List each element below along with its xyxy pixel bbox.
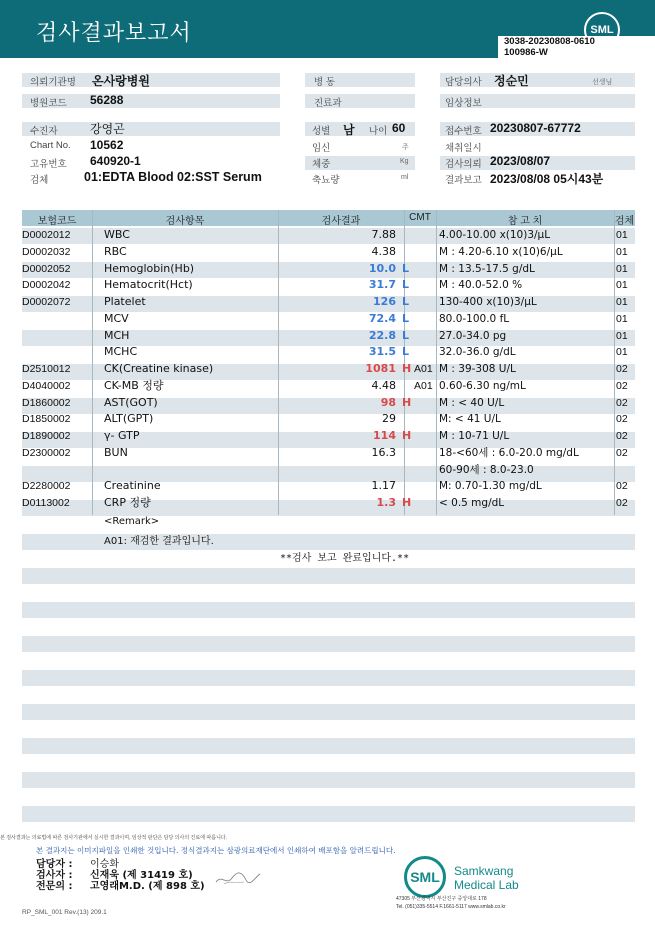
specimen-code: 01 [616, 262, 628, 275]
staff-value: 고영래M.D. (제 898 호) [90, 881, 205, 892]
department-label: 진료과 [314, 98, 342, 109]
specimen-code: 01 [616, 296, 628, 308]
weight-unit: Kg [400, 158, 409, 165]
test-item-name: Hematocrit(Hct) [104, 278, 193, 292]
footer-legal-note: 본 검사결과는 의료법에 따른 검사기관에서 실시한 결과이며, 임상적 판단은 담당 의사의 진료에 따릅니다. [0, 835, 228, 841]
test-result-value: 98 [380, 395, 396, 409]
result-flag: H [402, 395, 412, 409]
result-flag: L [402, 311, 410, 325]
remark-text: A01: 재검한 결과입니다. [104, 536, 214, 547]
specimen-code: 01 [616, 346, 628, 359]
request-date-label: 검사의뢰 [445, 159, 482, 170]
insurance-code: D1890002 [22, 430, 71, 442]
test-item-name: ALT(GPT) [104, 412, 154, 426]
test-result-value: 10.0 [368, 261, 396, 275]
chart-no-label: Chart No. [30, 140, 71, 151]
table-row-band [22, 670, 635, 686]
specimen-code: 02 [616, 430, 628, 442]
specimen-label: 검체 [30, 175, 49, 186]
reference-range: < 0.5 mg/dL [439, 497, 505, 509]
hospital-code-value: 56288 [90, 93, 124, 107]
institution-label: 의뢰기관명 [30, 77, 76, 88]
specimen-code: 02 [616, 497, 628, 509]
collection-time-label: 채취일시 [445, 143, 482, 154]
request-date-value: 2023/08/07 [490, 154, 551, 168]
test-item-name: γ- GTP [104, 429, 140, 442]
test-item-name: Hemoglobin(Hb) [104, 261, 195, 275]
test-item-name: CK-MB 정량 [104, 378, 164, 392]
test-result-value: 16.3 [371, 445, 396, 459]
ward-label: 병 동 [314, 77, 335, 88]
completion-message: **검사 보고 완료입니다.** [280, 553, 410, 564]
insurance-code: D0002032 [22, 245, 71, 258]
test-item-name: RBC [104, 244, 127, 258]
result-flag: L [402, 328, 410, 342]
reference-range: 4.00-10.00 x(10)3/μL [439, 229, 551, 241]
sex-label: 성별 [312, 126, 331, 137]
column-header-test-item: 검사항목 [165, 216, 205, 227]
insurance-code: D0002012 [22, 229, 71, 241]
result-flag: L [402, 295, 410, 308]
test-item-name: CK(Creatine kinase) [104, 362, 214, 375]
insurance-code: D4040002 [22, 379, 71, 392]
table-row-band [22, 602, 635, 618]
receipt-no-value: 20230807-67772 [490, 121, 581, 135]
reference-range: M : 10-71 U/L [439, 430, 510, 442]
column-divider [436, 210, 437, 515]
cmt-code: A01 [414, 379, 433, 392]
staff-value: 이승화 [90, 859, 119, 870]
signature-icon [214, 866, 262, 888]
clinical-info-label: 임상정보 [445, 98, 482, 109]
insurance-code: D2510012 [22, 363, 71, 375]
result-flag: L [402, 278, 410, 292]
reference-range: 32.0-36.0 g/dL [439, 346, 516, 359]
column-divider [92, 210, 93, 515]
weight-label: 체중 [312, 159, 331, 170]
test-result-value: 29 [382, 412, 396, 426]
test-item-name: AST(GOT) [104, 395, 158, 409]
reference-range: M : 40.0-52.0 % [439, 279, 523, 292]
column-divider [614, 210, 615, 515]
footer-notice: 본 결과지는 이미지파일을 인쇄한 것입니다. 정식결과지는 삼광의료재단에서 인쇄하여 배포함을 알려드립니다. [36, 846, 396, 855]
table-row-band [22, 806, 635, 822]
result-flag: H [402, 429, 412, 442]
sml-logo-icon: SML [584, 12, 620, 48]
insurance-code: D0002042 [22, 279, 71, 292]
column-header-reference: 참 고 치 [507, 216, 543, 227]
reference-range: M: < 41 U/L [439, 413, 501, 426]
document-number-line2: 100986-W [504, 47, 548, 58]
insurance-code: D2280002 [22, 480, 71, 493]
patient-label: 수진자 [30, 126, 58, 137]
table-row-band [22, 738, 635, 754]
test-result-value: 1.17 [371, 479, 396, 493]
table-row-band [22, 636, 635, 652]
table-row-band [22, 704, 635, 720]
company-phone: Tel. (051)335-5514 F.1661-5117 www.smlab.co.kr [396, 904, 506, 910]
pregnancy-unit: 주 [402, 144, 409, 151]
specimen-code: 01 [616, 245, 628, 258]
test-result-value: 1081 [365, 362, 396, 375]
table-row-band [22, 568, 635, 584]
test-result-value: 31.7 [368, 278, 396, 292]
hospital-code-label: 병원코드 [30, 98, 67, 109]
test-item-name: BUN [104, 445, 128, 459]
column-header-insurance-code: 보험코드 [37, 216, 77, 227]
test-result-value: 4.48 [371, 378, 396, 392]
specimen-code: 02 [616, 379, 628, 392]
reference-range: 60-90세 : 8.0-23.0 [439, 463, 534, 476]
column-divider [278, 210, 279, 515]
specimen-code: 02 [616, 413, 628, 426]
unique-no-label: 고유번호 [30, 159, 67, 170]
cmt-code: A01 [414, 363, 433, 375]
specimen-value: 01:EDTA Blood 02:SST Serum [84, 170, 262, 184]
test-result-value: 1.3 [376, 496, 396, 509]
sex-value: 남 [343, 123, 355, 137]
specimen-code: 02 [616, 446, 628, 459]
specimen-code: 01 [616, 312, 628, 325]
result-flag: L [402, 261, 410, 275]
specimen-code: 02 [616, 480, 628, 493]
reference-range: M : 39-308 U/L [439, 363, 516, 375]
reference-range: M : 13.5-17.5 g/dL [439, 262, 535, 275]
company-name [454, 864, 519, 892]
company-name-line1: Samkwang [454, 864, 514, 878]
form-code: RP_SML_001 Rev.(13) 209.1 [22, 909, 107, 916]
reference-range: M : < 40 U/L [439, 396, 505, 409]
patient-value: 강영곤 [90, 122, 125, 136]
staff-label: 담당자 : [36, 859, 73, 870]
test-result-value: 4.38 [371, 244, 396, 258]
test-item-name: MCV [104, 311, 129, 325]
insurance-code: D0113002 [22, 497, 70, 509]
reference-range: 0.60-6.30 ng/mL [439, 379, 526, 392]
insurance-code: D0002072 [22, 296, 71, 308]
insurance-code: D2300002 [22, 446, 71, 459]
test-item-name: Platelet [104, 295, 146, 308]
specimen-code: 02 [616, 363, 628, 375]
document-number [504, 36, 595, 58]
unique-no-value: 640920-1 [90, 154, 141, 168]
doctor-label: 담당의사 [445, 77, 482, 88]
document-title: 검사결과보고서 [36, 21, 192, 46]
report-date-label: 결과보고 [445, 175, 482, 186]
staff-label: 검사자 : [36, 870, 73, 881]
test-result-value: 114 [373, 429, 396, 442]
remark-title: <Remark> [104, 516, 160, 527]
table-row-band [22, 772, 635, 788]
reference-range: 80.0-100.0 fL [439, 312, 510, 325]
reference-range: 27.0-34.0 pg [439, 329, 507, 342]
staff-label: 전문의 : [36, 881, 73, 892]
institution-value: 온사랑병원 [92, 74, 150, 88]
reference-range: M: 0.70-1.30 mg/dL [439, 480, 542, 493]
specimen-code: 01 [616, 329, 628, 342]
company-address: 47305 부산광역시 부산진구 중앙대로 178 [396, 896, 487, 902]
reference-range: 18-<60세 : 6.0-20.0 mg/dL [439, 446, 579, 459]
result-flag: L [402, 345, 410, 359]
test-item-name: MCH [104, 328, 130, 342]
specimen-code: 01 [616, 229, 628, 241]
specimen-code: 02 [616, 396, 628, 409]
info-band [22, 122, 280, 136]
column-header-cmt: CMT [409, 212, 431, 223]
result-flag: H [402, 362, 412, 375]
doctor-suffix: 선생님 [592, 79, 613, 86]
staff-value: 신재욱 (제 31419 호) [90, 870, 193, 881]
result-flag: H [402, 496, 412, 509]
age-label: 나이 [369, 126, 388, 137]
reference-range: 130-400 x(10)3/μL [439, 296, 537, 308]
specimen-code: 01 [616, 279, 628, 292]
insurance-code: D1860002 [22, 396, 71, 409]
test-item-name: WBC [104, 228, 130, 241]
receipt-no-label: 접수번호 [445, 126, 482, 137]
report-date-value: 2023/08/08 05시43분 [490, 172, 604, 186]
test-item-name: Creatinine [104, 479, 161, 493]
test-result-value: 22.8 [368, 328, 396, 342]
test-item-name: MCHC [104, 345, 138, 359]
chart-no-value: 10562 [90, 138, 124, 152]
test-result-value: 126 [373, 295, 396, 308]
document-number-line1: 3038-20230808-0610 [504, 36, 595, 47]
insurance-code: D1850002 [22, 413, 71, 426]
test-result-value: 7.88 [371, 228, 396, 241]
column-header-specimen: 검체 [614, 216, 635, 227]
insurance-code: D0002052 [22, 262, 71, 275]
test-result-value: 72.4 [368, 311, 396, 325]
doctor-value: 정순민 [494, 74, 529, 88]
urine-volume-unit: ml [401, 174, 409, 181]
sml-company-logo-icon: SML [404, 856, 446, 898]
test-result-value: 31.5 [368, 345, 396, 359]
pregnancy-label: 임신 [312, 143, 331, 154]
reference-range: M : 4.20-6.10 x(10)6/μL [439, 245, 563, 258]
test-item-name: CRP 정량 [104, 496, 151, 509]
company-name-line2: Medical Lab [454, 878, 519, 892]
age-value: 60 [392, 121, 406, 135]
urine-volume-label: 축뇨량 [312, 175, 340, 186]
column-header-result: 검사결과 [321, 216, 361, 227]
